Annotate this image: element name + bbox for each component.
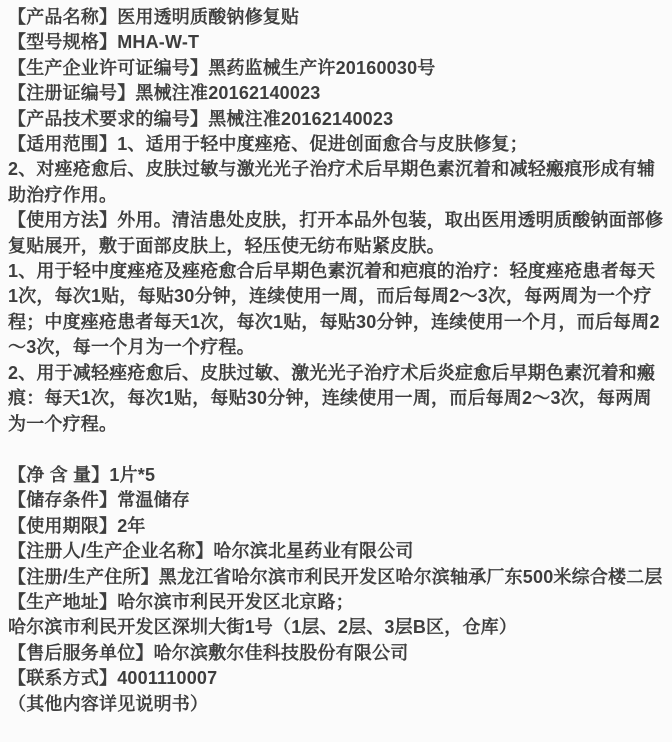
field-registrant-manufacturer: 【注册人/生产企业名称】哈尔滨北星药业有限公司: [8, 541, 414, 562]
field-production-address-2: 哈尔滨市利民开发区深圳大街1号（1层、2层、3层B区，仓库）: [8, 617, 518, 638]
field-after-sales-service-unit: 【售后服务单位】哈尔滨敷尔佳科技股份有限公司: [8, 642, 409, 663]
field-technical-requirement-no: 【产品技术要求的编号】黑械注准20162140023: [8, 108, 394, 129]
field-net-content: 【净 含 量】1片*5: [8, 464, 156, 485]
field-production-address-1: 【生产地址】哈尔滨市利民开发区北京路；: [8, 591, 354, 612]
field-shelf-life: 【使用期限】2年: [8, 515, 146, 536]
field-usage-method: 【使用方法】外用。清洁患处皮肤，打开本品外包装，取出医用透明质酸钠面部修复贴展开，敷于面部皮肤上，轻压使无纺布贴紧皮肤。: [8, 210, 664, 256]
field-scope-of-application-1: 【适用范围】1、适用于轻中度痤疮、促进创面愈合与皮肤修复；: [8, 134, 528, 155]
field-usage-directions-2: 2、用于减轻痤疮愈后、皮肤过敏、激光光子治疗术后炎症愈后早期色素沉着和瘢痕：每天1次，每次1贴，每贴30分钟，连续使用一周，而后每周2～3次，每两周为一个疗程。: [8, 362, 656, 434]
field-contact-number: 【联系方式】4001110007: [8, 668, 218, 689]
field-model-spec: 【型号规格】MHA-W-T: [8, 32, 200, 53]
field-registration-cert-no: 【注册证编号】黑械注准20162140023: [8, 83, 321, 104]
field-product-name: 【产品名称】医用透明质酸钠修复贴: [8, 7, 300, 27]
field-production-license-no: 【生产企业许可证编号】黑药监械生产许20160030号: [8, 57, 436, 78]
field-usage-directions-1: 1、用于轻中度痤疮及痤疮愈合后早期色素沉着和疤痕的治疗：轻度痤疮患者每天1次，每次1贴，每贴30分钟，连续使用一周，而后每周2～3次，每两周为一个疗程；中度痤疮患者每天1次，每次1贴，每贴30分钟，连续使用一个月，而后每周2～3次，每一个月为一个疗程。: [8, 261, 660, 358]
field-scope-of-application-2: 2、对痤疮愈后、皮肤过敏与激光光子治疗术后早期色素沉着和减轻瘢痕形成有辅助治疗作用。: [8, 159, 656, 205]
field-other-note: （其他内容详见说明书）: [8, 693, 209, 714]
field-storage-conditions: 【储存条件】常温储存: [8, 490, 190, 511]
field-registered-address: 【注册/生产住所】黑龙江省哈尔滨市利民开发区哈尔滨轴承厂东500米综合楼二层: [8, 566, 663, 587]
